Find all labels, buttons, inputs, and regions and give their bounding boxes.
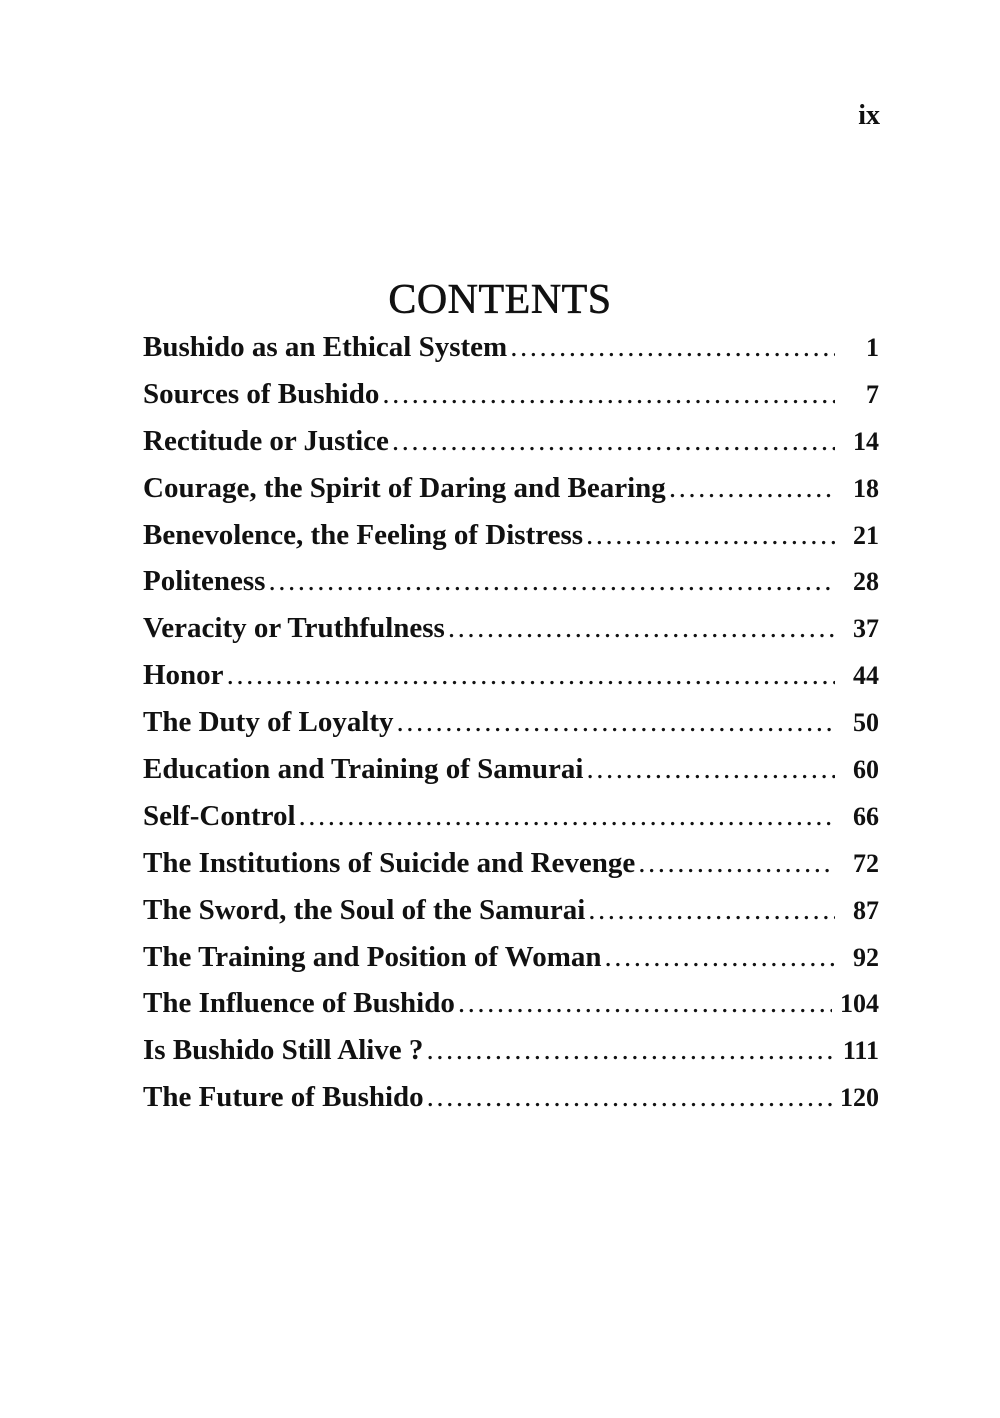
toc-entry[interactable] <box>143 934 879 981</box>
toc-entry[interactable] <box>143 1027 879 1074</box>
toc-entry-title: Education and Training of Samurai <box>143 753 584 786</box>
toc-entry[interactable] <box>143 605 879 652</box>
toc-entry[interactable] <box>143 512 879 559</box>
dot-leader <box>427 1074 832 1120</box>
dot-leader <box>458 980 832 1026</box>
toc-entry-title: Rectitude or Justice <box>143 424 389 457</box>
toc-entry[interactable] <box>143 371 879 418</box>
toc-entry-title: Courage, the Spirit of Daring and Bearing <box>143 471 666 504</box>
toc-entry[interactable] <box>143 699 879 746</box>
dot-leader <box>392 418 835 464</box>
toc-entry-page: 104 <box>840 989 879 1019</box>
toc-entry-page: 72 <box>853 848 879 878</box>
toc-entry-title: Is Bushido Still Alive ? <box>143 1034 424 1067</box>
toc-entry[interactable] <box>143 1074 879 1121</box>
toc-entry[interactable] <box>143 652 879 699</box>
dot-leader <box>638 840 835 886</box>
dot-leader <box>268 558 835 604</box>
toc-entry[interactable] <box>143 324 879 371</box>
dot-leader <box>588 887 835 933</box>
toc-entry-page: 37 <box>853 614 879 644</box>
dot-leader <box>227 652 835 698</box>
dot-leader <box>510 324 835 370</box>
toc-entry-title: The Institutions of Suicide and Revenge <box>143 846 636 879</box>
toc-entry-title: The Influence of Bushido <box>143 987 455 1020</box>
table-of-contents <box>143 324 879 1121</box>
toc-entry[interactable] <box>143 465 879 512</box>
toc-entry-page: 50 <box>853 708 879 738</box>
dot-leader <box>397 699 835 745</box>
toc-entry-title: Honor <box>143 659 224 692</box>
page-title: CONTENTS <box>388 277 612 324</box>
dot-leader <box>604 934 835 980</box>
toc-entry-page: 87 <box>853 895 879 925</box>
dot-leader <box>586 512 835 558</box>
dot-leader <box>669 465 835 511</box>
dot-leader <box>299 793 835 839</box>
toc-entry-title: The Training and Position of Woman <box>143 940 602 973</box>
toc-entry-title: Veracity or Truthfulness <box>143 612 445 645</box>
dot-leader <box>448 605 835 651</box>
toc-entry-page: 1 <box>866 333 879 362</box>
toc-entry-title: The Duty of Loyalty <box>143 706 394 739</box>
toc-entry-page: 60 <box>853 755 879 785</box>
page-number: ix <box>858 100 880 131</box>
toc-entry[interactable] <box>143 418 879 465</box>
toc-entry-page: 44 <box>853 661 879 691</box>
toc-entry-page: 18 <box>853 473 879 503</box>
dot-leader <box>586 746 835 792</box>
toc-entry-title: Benevolence, the Feeling of Distress <box>143 518 584 551</box>
toc-entry-title: The Future of Bushido <box>143 1081 424 1114</box>
toc-entry-page: 120 <box>840 1083 879 1113</box>
toc-entry-page: 21 <box>853 520 879 550</box>
toc-entry-title: Bushido as an Ethical System <box>143 331 508 363</box>
toc-entry-page: 111 <box>842 1036 879 1066</box>
toc-entry-page: 14 <box>853 426 879 456</box>
toc-entry-title: Sources of Bushido <box>143 377 380 410</box>
toc-entry[interactable] <box>143 746 879 793</box>
toc-entry-page: 92 <box>853 942 879 972</box>
toc-entry-title: Politeness <box>143 565 266 598</box>
toc-entry-title: Self-Control <box>143 799 296 832</box>
toc-entry[interactable] <box>143 840 879 887</box>
toc-entry-page: 7 <box>866 379 879 409</box>
toc-entry[interactable] <box>143 980 879 1027</box>
toc-entry[interactable] <box>143 558 879 605</box>
toc-entry[interactable] <box>143 887 879 934</box>
toc-entry-page: 66 <box>853 801 879 831</box>
toc-entry[interactable] <box>143 793 879 840</box>
toc-entry-page: 28 <box>853 567 879 597</box>
toc-entry-title: The Sword, the Soul of the Samurai <box>143 893 586 926</box>
dot-leader <box>426 1027 834 1073</box>
dot-leader <box>382 371 835 417</box>
